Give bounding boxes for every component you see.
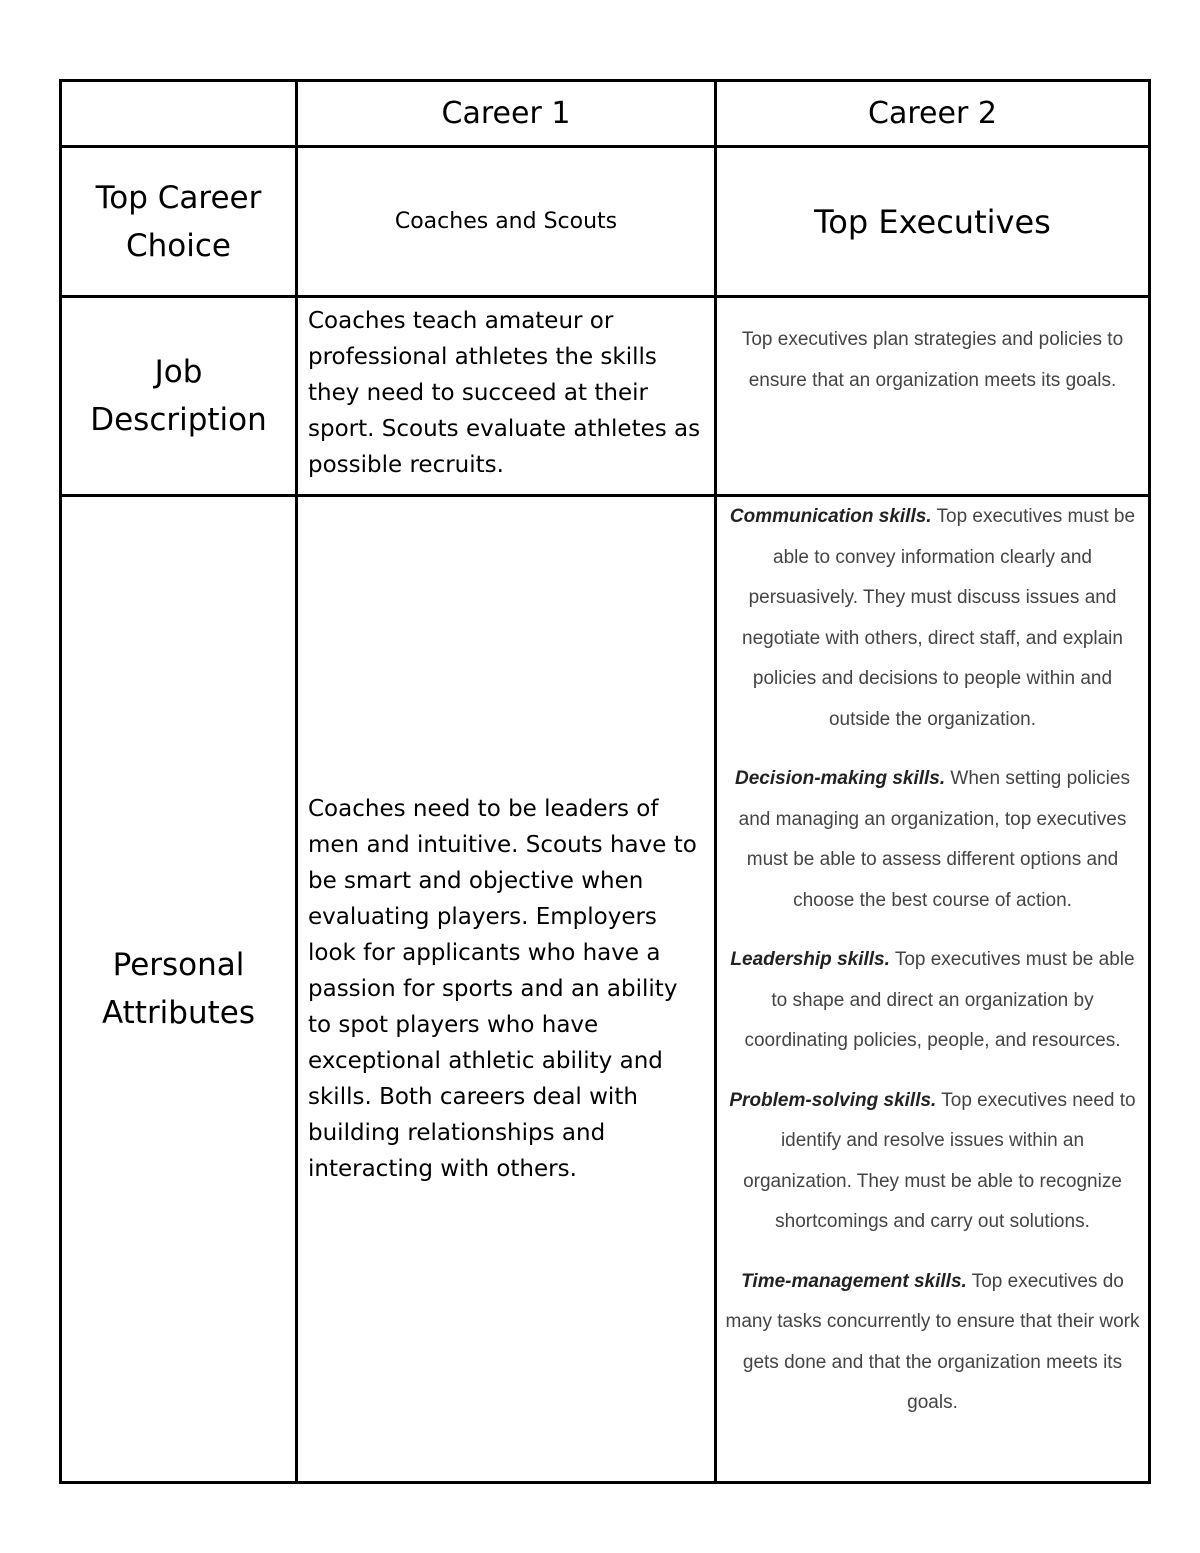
skill-title: Time-management skills. [741, 1270, 967, 1292]
skill-text: Top executives must be able to convey information clearly and persuasively. They must discuss issues and negotiate with others, direct staff, and explain policies and decisions to people within and outside the organization. [742, 506, 1136, 730]
career-1-job-description: Coaches teach amateur or professional athletes the skills they need to succeed at their sport. Scouts evaluate athletes as possible recruits. [297, 297, 716, 496]
skill-text: Top executives need to identify and resolve issues within an organization. They must be able to recognize shortcomings and carry out solutions. [743, 1089, 1136, 1232]
row-label-personal-attributes: Personal Attributes [61, 496, 297, 1483]
career-2-personal-attributes [716, 496, 1150, 1483]
skill-title: Communication skills. [729, 506, 932, 527]
skill-text: When setting policies and managing an organization, top executives must be able to assess different options and choose the best course of action. [738, 768, 1130, 911]
attribute-paragraph [725, 940, 1140, 1062]
skill-title: Decision-making skills. [735, 768, 946, 789]
header-row [61, 81, 1150, 147]
top-choice-row [61, 147, 1150, 297]
skill-text: Top executives do many tasks concurrently to ensure that their work gets done and that the organization meets its goals. [725, 1270, 1140, 1413]
attribute-paragraph [725, 497, 1140, 740]
personal-attributes-row [61, 496, 1150, 1483]
career-1-personal-attributes: Coaches need to be leaders of men and intuitive. Scouts have to be smart and objective when evaluating players. Employers look for applicants who have a passion for sports and an ability to spot players who have exceptional athletic ability and skills. Both careers deal with building relationships and interacting with others. [297, 496, 716, 1483]
row-label-job-description: Job Description [61, 297, 297, 496]
career-2-choice: Top Executives [716, 147, 1150, 297]
attribute-paragraph [725, 759, 1140, 921]
row-label-top-career-choice: Top Career Choice [61, 147, 297, 297]
skill-title: Problem-solving skills. [729, 1089, 937, 1111]
career-1-choice: Coaches and Scouts [297, 147, 716, 297]
career-comparison-table [59, 79, 1151, 1484]
attribute-paragraph [725, 1081, 1140, 1243]
career-2-job-description: Top executives plan strategies and policies to ensure that an organization meets its goals. [716, 297, 1150, 496]
header-career-1: Career 1 [297, 81, 716, 147]
job-description-row [61, 297, 1150, 496]
skill-text: Top executives must be able to shape and direct an organization by coordinating policies, people, and resources. [744, 949, 1135, 1051]
header-blank-cell [61, 81, 297, 147]
attribute-paragraph [725, 1262, 1140, 1424]
skill-title: Leadership skills. [730, 949, 890, 970]
header-career-2: Career 2 [716, 81, 1150, 147]
